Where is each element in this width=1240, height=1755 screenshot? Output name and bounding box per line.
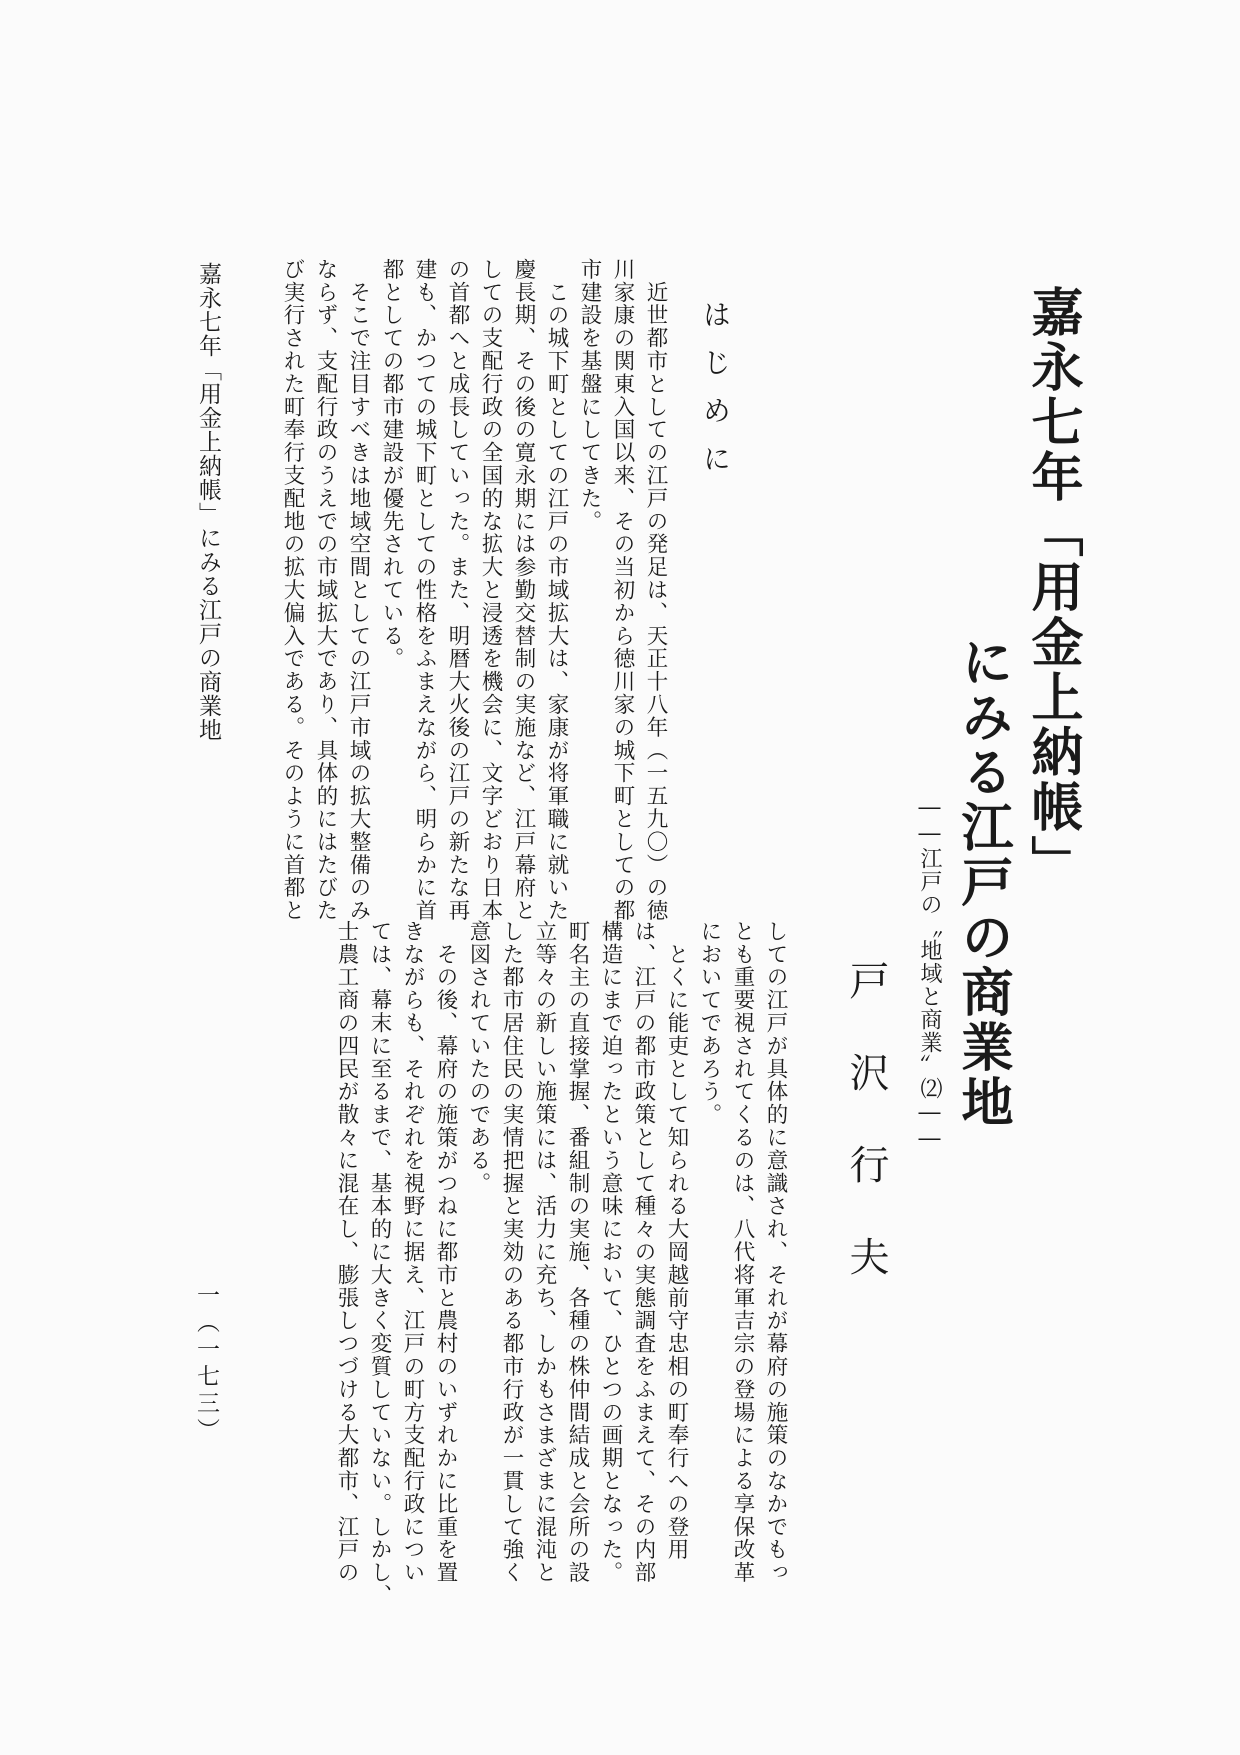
body-column: きながらも、それぞれを視野に据え、江戸の町方支配行政につい [400,920,425,1585]
body-column: とくに能吏として知られる大岡越前守忠相の町奉行への登用 [664,920,689,1562]
body-column: び実行された町奉行支配地の拡大偏入である。そのように首都と [280,258,305,923]
body-column: その後、幕府の施策がつねに都市と農村のいずれかに比重を置 [433,920,458,1585]
article-subtitle: ――江戸の〝地域と商業〟⑵―― [917,795,942,1152]
article-title-line-1: 嘉永七年「用金上納帳」 [1022,285,1083,890]
body-column: この城下町としての江戸の市域拡大は、家康が将軍職に就いた [544,258,569,923]
body-column: ては、幕末に至るまで、基本的に大きく変質していない。しかし、 [367,920,392,1607]
body-column: は、江戸の都市政策として種々の実態調査をふまえて、その内部 [631,920,656,1585]
body-column: した都市居住民の実情把握と実効のある都市行政が一貫して強く [499,920,524,1585]
body-column: しての江戸が具体的に意識され、それが幕府の施策のなかでもっ [763,920,788,1585]
author-name: 戸沢行夫 [843,960,889,1328]
body-column: そこで注目すべきは地域空間としての江戸市域の拡大整備のみ [346,258,371,923]
body-column: 都としての都市建設が優先されている。 [379,258,404,671]
body-column: 士農工商の四民が散々に混在し、膨張しつづける大都市、江戸の [334,920,359,1585]
body-column: 川家康の関東入国以来、その当初から徳川家の城下町としての都 [610,258,635,923]
body-column: 意図されていたのである。 [466,920,491,1195]
body-column: 建も、かつての城下町としての性格をふまえながら、明らかに首 [412,258,437,923]
body-column: においてであろう。 [697,920,722,1127]
body-column: 近世都市としての江戸の発足は、天正十八年（一五九〇）の徳 [643,258,668,923]
body-column: 慶長期、その後の寛永期には参勤交替制の実施など、江戸幕府と [511,258,536,923]
section-heading: はじめに [699,300,732,492]
body-column: 構造にまで迫ったという意味において、ひとつの画期となった。 [598,920,623,1585]
running-head: 嘉永七年「用金上納帳」にみる江戸の商業地 [195,262,221,742]
body-column: しての支配行政の全国的な拡大と浸透を機会に、文字どおり日本 [478,258,503,923]
page-number: 一（一七三） [193,1283,219,1445]
body-column: とも重要視されてくるのは、八代将軍吉宗の登場による享保改革 [730,920,755,1585]
body-column: 市建設を基盤にしてきた。 [577,258,602,533]
body-column: の首都へと成長していった。また、明暦大火後の江戸の新たな再 [445,258,470,923]
body-column: ならず、支配行政のうえでの市域拡大であり、具体的にはたびた [313,258,338,923]
article-title-line-2: にみる江戸の商業地 [952,635,1013,1130]
body-column: 町名主の直接掌握、番組制の実施、各種の株仲間結成と会所の設 [565,920,590,1585]
body-column: 立等々の新しい施策には、活力に充ち、しかもさまざまに混沌と [532,920,557,1585]
